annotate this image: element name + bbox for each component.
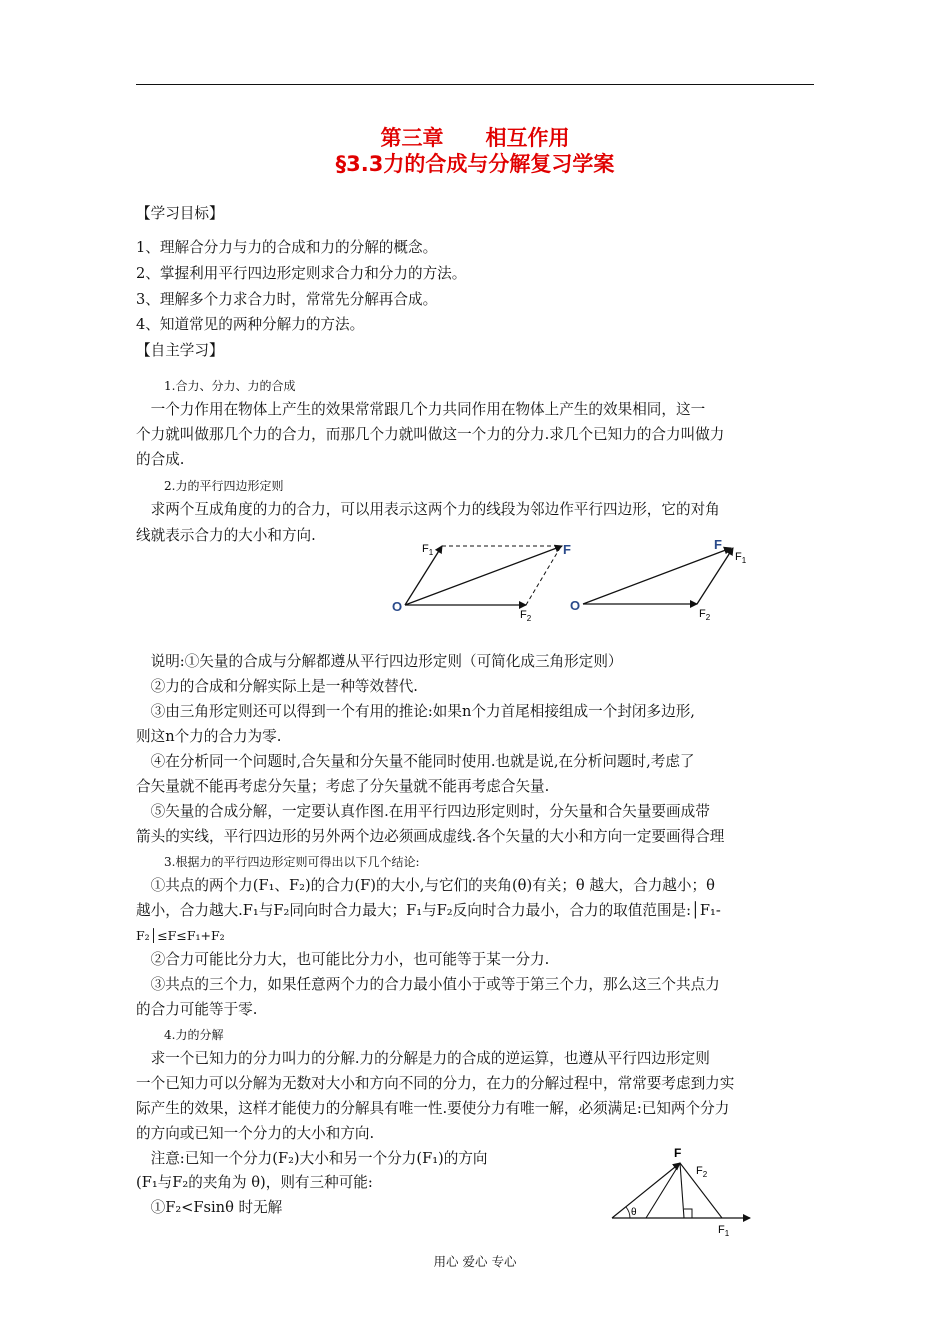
header-rule: [136, 84, 814, 85]
self-study-heading: 【自主学习】: [136, 342, 224, 359]
objective-item: 4、知道常见的两种分解力的方法。: [136, 316, 365, 333]
label-f1: $F_1$: [422, 543, 434, 557]
label-f: F: [714, 537, 722, 552]
paragraph-line: 越小，合力越大.F₁与F₂同向时合力最大；F₁与F₂反向时合力最小，合力的取值范围是:│F₁-: [136, 902, 721, 919]
paragraph-line: ③共点的三个力，如果任意两个力的合力最小值小于或等于第三个力，那么这三个共点力: [136, 976, 720, 993]
right-angle-mark: [684, 1209, 692, 1218]
decomposition-figure: [600, 1143, 760, 1243]
section-1-title: 1.合力、分力、力的合成: [164, 379, 296, 393]
label-f: F: [563, 542, 571, 557]
label-f1: $F_1$: [718, 1224, 730, 1238]
paragraph-line: 一个已知力可以分解为无数对大小和方向不同的分力，在力的分解过程中，常常要考虑到力实: [136, 1075, 735, 1092]
vector-f: [612, 1163, 680, 1218]
paragraph-line: 的方向或已知一个分力的大小和方向.: [136, 1125, 375, 1142]
section-2-title: 2.力的平行四边形定则: [164, 479, 284, 493]
label-f2: $F_2$: [696, 1165, 708, 1179]
note-line: ③由三角形定则还可以得到一个有用的推论:如果n个力首尾相接组成一个封闭多边形,: [136, 703, 695, 720]
label-f2: $F_2$: [699, 608, 711, 622]
note-line: 合矢量就不能再考虑分矢量；考虑了分矢量就不能再考虑合矢量.: [136, 778, 550, 795]
note-line: ④在分析同一个问题时,合矢量和分矢量不能同时使用.也就是说,在分析问题时,考虑了: [136, 753, 695, 770]
vector-f1: [697, 548, 733, 604]
note-line: ②力的合成和分解实际上是一种等效替代.: [136, 678, 418, 695]
label-f: F: [674, 1146, 682, 1160]
f2-option-left: [646, 1163, 680, 1218]
paragraph-line: F₂│≤F≤F₁+F₂: [136, 928, 225, 943]
paragraph-line: ①共点的两个力(F₁、F₂)的合力(F)的大小,与它们的夹角(θ)有关；θ 越大，合力越小；θ: [136, 877, 715, 894]
label-o: O: [570, 598, 581, 613]
paragraph-line: 的合成.: [136, 451, 185, 468]
section-3-title: 3.根据力的平行四边形定则可得出以下几个结论:: [164, 855, 420, 869]
section-4-title: 4.力的分解: [164, 1028, 224, 1042]
note-line: ⑤矢量的合成分解，一定要认真作图.在用平行四边形定则时，分矢量和合矢量要画成带: [136, 803, 710, 820]
objective-item: 1、理解合分力与力的合成和力的分解的概念。: [136, 239, 438, 256]
note-line: (F₁与F₂的夹角为 θ)，则有三种可能:: [136, 1174, 373, 1191]
label-f2: $F_2$: [520, 609, 532, 623]
paragraph-line: 的合力可能等于零.: [136, 1001, 258, 1018]
parallelogram-figure: [390, 530, 590, 630]
objective-item: 2、掌握利用平行四边形定则求合力和分力的方法。: [136, 265, 467, 282]
note-line: ①F₂<Fsinθ 时无解: [136, 1199, 283, 1216]
chapter-title: 第三章 相互作用: [380, 126, 570, 150]
dashed-edge-right: [526, 548, 560, 605]
f2-perpendicular: [680, 1163, 684, 1218]
section-title: §3.3力的合成与分解复习学案: [335, 152, 615, 176]
objective-item: 3、理解多个力求合力时，常常先分解再合成。: [136, 291, 438, 308]
label-f1: $F_1$: [735, 551, 747, 565]
note-line: 箭头的实线，平行四边形的另外两个边必须画成虚线.各个矢量的大小和方向一定要画得合理: [136, 828, 725, 845]
paragraph-line: 线就表示合力的大小和方向.: [136, 527, 316, 544]
paragraph-line: 求两个互成角度的力的合力，可以用表示这两个力的线段为邻边作平行四边形，它的对角: [136, 501, 720, 518]
label-o: O: [392, 599, 403, 614]
paragraph-line: 际产生的效果，这样才能使力的分解具有唯一性.要使分力有唯一解，必须满足:已知两个分力: [136, 1100, 730, 1117]
triangle-figure: [565, 530, 765, 630]
page-footer: 用心 爱心 专心: [433, 1254, 517, 1269]
objectives-heading: 【学习目标】: [136, 205, 224, 222]
vector-f-resultant: [583, 548, 731, 604]
paragraph-line: 求一个已知力的分力叫力的分解.力的分解是力的合成的逆运算，也遵从平行四边形定则: [136, 1050, 710, 1067]
paragraph-line: 一个力作用在物体上产生的效果常常跟几个力共同作用在物体上产生的效果相同，这一: [136, 401, 706, 418]
note-line: 则这n个力的合力为零.: [136, 728, 282, 745]
note-line: 说明:①矢量的合成与分解都遵从平行四边形定则（可简化成三角形定则）: [136, 653, 623, 670]
theta-arc: [626, 1207, 630, 1218]
note-line: 注意:已知一个分力(F₂)大小和另一个分力(F₁)的方向: [136, 1150, 488, 1167]
paragraph-line: ②合力可能比分力大，也可能比分力小，也可能等于某一分力.: [136, 951, 550, 968]
paragraph-line: 个力就叫做那几个力的合力，而那几个力就叫做这一个力的分力.求几个已知力的合力叫做力: [136, 426, 725, 443]
label-theta: θ: [631, 1207, 637, 1218]
